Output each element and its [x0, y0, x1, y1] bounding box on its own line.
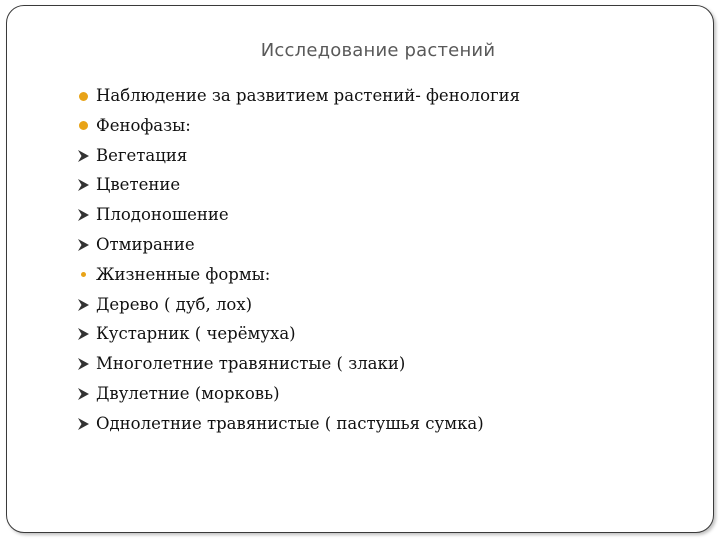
bullet-dot-icon — [76, 84, 90, 108]
list-item — [76, 84, 520, 114]
list-item-text: Вегетация — [96, 145, 188, 165]
list-item — [76, 203, 520, 233]
list-item — [76, 352, 520, 382]
arrowhead-bullet-icon — [76, 144, 90, 168]
list-item-text: Плодоношение — [96, 205, 229, 225]
list-item-text: Жизненные формы: — [96, 264, 271, 284]
bullet-list — [76, 84, 520, 442]
list-item — [76, 114, 520, 144]
list-item-text: Отмирание — [96, 234, 195, 254]
arrowhead-bullet-icon — [76, 352, 90, 376]
list-item-text: Цветение — [96, 175, 181, 195]
arrowhead-bullet-icon — [76, 173, 90, 197]
arrowhead-bullet-icon — [76, 382, 90, 406]
list-item — [76, 293, 520, 323]
list-item — [76, 144, 520, 174]
list-item — [76, 173, 520, 203]
list-item-text: Дерево ( дуб, лох) — [96, 294, 253, 314]
arrowhead-bullet-icon — [76, 412, 90, 436]
list-item — [76, 263, 520, 293]
list-item-text: Наблюдение за развитием растений- фенология — [96, 86, 521, 105]
arrowhead-bullet-icon — [76, 203, 90, 227]
list-item — [76, 382, 520, 412]
arrowhead-bullet-icon — [76, 293, 90, 317]
list-item — [76, 322, 520, 352]
slide-title: Исследование растений — [260, 40, 496, 61]
list-item — [76, 412, 520, 442]
list-item-text: Однолетние травянистые ( пастушья сумка) — [96, 413, 484, 433]
list-item-text: Фенофазы: — [96, 115, 191, 135]
arrowhead-bullet-icon — [76, 233, 90, 257]
bullet-dot-icon — [76, 263, 90, 287]
list-item-text: Многолетние травянистые ( злаки) — [96, 354, 406, 374]
list-item-text: Двулетние (морковь) — [96, 383, 280, 403]
arrowhead-bullet-icon — [76, 322, 90, 346]
bullet-dot-icon — [76, 114, 90, 138]
list-item — [76, 233, 520, 263]
list-item-text: Кустарник ( черёмуха) — [96, 324, 296, 344]
